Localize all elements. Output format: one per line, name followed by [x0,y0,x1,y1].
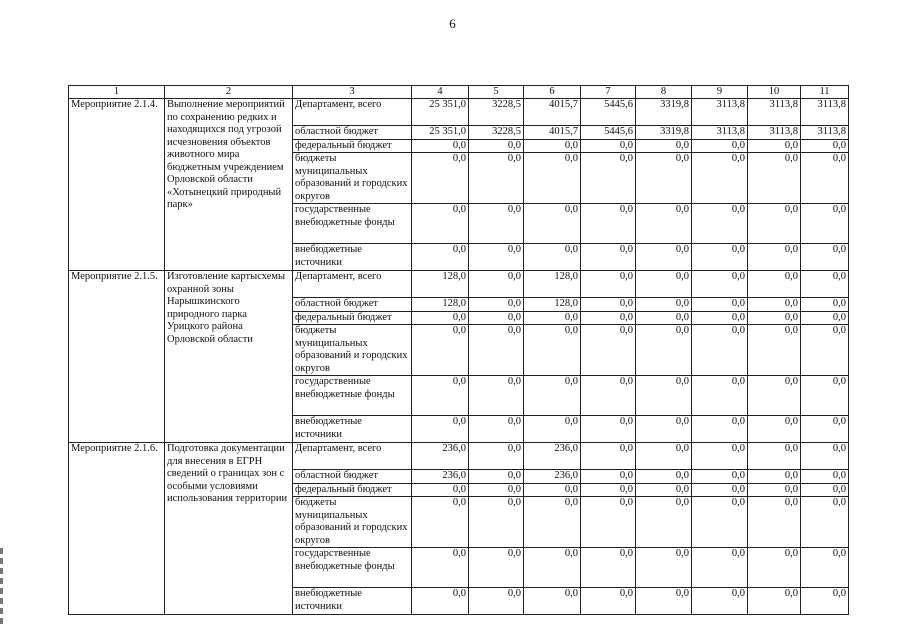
amount-cell: 0,0 [636,244,692,271]
amount-cell: 0,0 [412,376,469,416]
amount-cell: 0,0 [636,204,692,244]
amount-cell: 0,0 [469,470,524,484]
amount-cell: 0,0 [692,470,748,484]
amount-cell: 0,0 [412,416,469,443]
funding-source: внебюджетные источники [293,416,412,443]
amount-cell: 0,0 [636,497,692,548]
amount-cell: 0,0 [412,548,469,588]
column-number-row [69,86,849,99]
amount-cell: 0,0 [636,325,692,376]
funding-source: внебюджетные источники [293,588,412,615]
column-header: 8 [636,86,692,99]
funding-source: государственные внебюджетные фонды [293,204,412,244]
amount-cell: 0,0 [801,497,849,548]
amount-cell: 0,0 [801,139,849,153]
amount-cell: 3113,8 [748,126,801,140]
amount-cell: 0,0 [748,548,801,588]
amount-cell: 0,0 [801,298,849,312]
amount-cell: 0,0 [692,153,748,204]
amount-cell: 3113,8 [801,99,849,126]
amount-cell: 128,0 [524,271,581,298]
amount-cell: 0,0 [636,153,692,204]
amount-cell: 0,0 [801,548,849,588]
amount-cell: 0,0 [412,244,469,271]
amount-cell: 0,0 [469,497,524,548]
column-header: 6 [524,86,581,99]
amount-cell: 4015,7 [524,99,581,126]
amount-cell: 0,0 [581,153,636,204]
amount-cell: 0,0 [524,588,581,615]
amount-cell: 0,0 [469,153,524,204]
amount-cell: 0,0 [412,204,469,244]
amount-cell: 0,0 [469,271,524,298]
amount-cell: 236,0 [524,443,581,470]
amount-cell: 0,0 [636,483,692,497]
amount-cell: 3113,8 [748,99,801,126]
amount-cell: 236,0 [412,470,469,484]
activity-name: Подготовка документации для внесения в ЕГРН сведений о границах зон с особыми условиями использования территории [165,443,293,615]
amount-cell: 3113,8 [801,126,849,140]
column-header: 3 [293,86,412,99]
amount-cell: 0,0 [524,139,581,153]
amount-cell: 0,0 [412,325,469,376]
amount-cell: 0,0 [524,497,581,548]
amount-cell: 0,0 [636,311,692,325]
amount-cell: 4015,7 [524,126,581,140]
activity-name: Изготовление картысхемы охранной зоны Нарышкинского природного парка Урицкого района Орловской области [165,271,293,443]
amount-cell: 0,0 [581,443,636,470]
funding-source: Департамент, всего [293,99,412,126]
amount-cell: 0,0 [748,204,801,244]
amount-cell: 0,0 [469,311,524,325]
amount-cell: 3319,8 [636,126,692,140]
amount-cell: 0,0 [581,588,636,615]
amount-cell: 0,0 [801,443,849,470]
amount-cell: 0,0 [748,298,801,312]
column-header: 5 [469,86,524,99]
amount-cell: 0,0 [636,376,692,416]
amount-cell: 0,0 [692,548,748,588]
amount-cell: 0,0 [801,244,849,271]
amount-cell: 5445,6 [581,126,636,140]
amount-cell: 0,0 [748,588,801,615]
column-header: 10 [748,86,801,99]
amount-cell: 3113,8 [692,99,748,126]
amount-cell: 0,0 [748,244,801,271]
amount-cell: 0,0 [636,271,692,298]
amount-cell: 0,0 [581,139,636,153]
amount-cell: 0,0 [581,325,636,376]
amount-cell: 0,0 [692,298,748,312]
amount-cell: 0,0 [469,139,524,153]
amount-cell: 0,0 [469,416,524,443]
funding-source: Департамент, всего [293,443,412,470]
amount-cell: 236,0 [412,443,469,470]
amount-cell: 0,0 [469,483,524,497]
amount-cell: 0,0 [636,416,692,443]
amount-cell: 0,0 [636,298,692,312]
amount-cell: 0,0 [469,325,524,376]
table-row [69,271,849,298]
amount-cell: 0,0 [524,325,581,376]
amount-cell: 0,0 [801,483,849,497]
amount-cell: 0,0 [636,470,692,484]
amount-cell: 0,0 [692,244,748,271]
amount-cell: 0,0 [581,483,636,497]
amount-cell: 0,0 [692,443,748,470]
column-header: 7 [581,86,636,99]
amount-cell: 0,0 [469,443,524,470]
amount-cell: 0,0 [412,497,469,548]
amount-cell: 0,0 [636,139,692,153]
funding-source: внебюджетные источники [293,244,412,271]
funding-source: государственные внебюджетные фонды [293,376,412,416]
funding-source: бюджеты муниципальных образований и городских округов [293,153,412,204]
amount-cell: 0,0 [524,416,581,443]
amount-cell: 0,0 [469,204,524,244]
amount-cell: 0,0 [581,416,636,443]
activity-code: Мероприятие 2.1.6. [69,443,165,615]
funding-source: федеральный бюджет [293,139,412,153]
amount-cell: 0,0 [801,204,849,244]
amount-cell: 0,0 [692,271,748,298]
amount-cell: 0,0 [692,588,748,615]
amount-cell: 25 351,0 [412,99,469,126]
amount-cell: 0,0 [581,204,636,244]
amount-cell: 0,0 [412,483,469,497]
column-header: 4 [412,86,469,99]
amount-cell: 0,0 [801,588,849,615]
amount-cell: 0,0 [692,139,748,153]
amount-cell: 0,0 [469,588,524,615]
amount-cell: 0,0 [581,311,636,325]
amount-cell: 0,0 [636,548,692,588]
amount-cell: 0,0 [581,271,636,298]
amount-cell: 0,0 [748,483,801,497]
amount-cell: 0,0 [692,416,748,443]
amount-cell: 0,0 [524,244,581,271]
amount-cell: 0,0 [581,298,636,312]
funding-source: бюджеты муниципальных образований и городских округов [293,497,412,548]
budget-table [68,85,849,615]
activity-name: Выполнение мероприятий по сохранению редких и находящихся под угрозой исчезновения объектов животного мира бюджетным учреждением Орловской области «Хотынецкий природный парк» [165,99,293,271]
amount-cell: 0,0 [524,376,581,416]
activity-code: Мероприятие 2.1.5. [69,271,165,443]
funding-source: государственные внебюджетные фонды [293,548,412,588]
amount-cell: 0,0 [581,548,636,588]
amount-cell: 0,0 [581,470,636,484]
amount-cell: 25 351,0 [412,126,469,140]
amount-cell: 0,0 [748,470,801,484]
amount-cell: 0,0 [469,376,524,416]
amount-cell: 0,0 [748,376,801,416]
amount-cell: 0,0 [748,325,801,376]
amount-cell: 3228,5 [469,99,524,126]
amount-cell: 0,0 [692,376,748,416]
amount-cell: 0,0 [692,497,748,548]
funding-source: федеральный бюджет [293,311,412,325]
amount-cell: 0,0 [636,443,692,470]
amount-cell: 0,0 [412,139,469,153]
amount-cell: 0,0 [469,298,524,312]
amount-cell: 0,0 [581,497,636,548]
amount-cell: 128,0 [412,298,469,312]
column-header: 9 [692,86,748,99]
amount-cell: 0,0 [692,311,748,325]
amount-cell: 0,0 [801,271,849,298]
table-row [69,99,849,126]
funding-source: федеральный бюджет [293,483,412,497]
amount-cell: 0,0 [692,204,748,244]
column-header: 1 [69,86,165,99]
amount-cell: 0,0 [412,588,469,615]
amount-cell: 3113,8 [692,126,748,140]
amount-cell: 0,0 [524,153,581,204]
amount-cell: 0,0 [581,244,636,271]
amount-cell: 0,0 [748,497,801,548]
funding-source: областной бюджет [293,298,412,312]
amount-cell: 0,0 [692,483,748,497]
amount-cell: 0,0 [524,548,581,588]
amount-cell: 0,0 [801,416,849,443]
column-header: 11 [801,86,849,99]
amount-cell: 0,0 [524,311,581,325]
amount-cell: 0,0 [748,311,801,325]
amount-cell: 5445,6 [581,99,636,126]
amount-cell: 3228,5 [469,126,524,140]
column-header: 2 [165,86,293,99]
amount-cell: 0,0 [748,153,801,204]
funding-source: областной бюджет [293,126,412,140]
amount-cell: 128,0 [412,271,469,298]
amount-cell: 0,0 [412,311,469,325]
funding-source: областной бюджет [293,470,412,484]
table-row [69,443,849,470]
amount-cell: 0,0 [748,416,801,443]
amount-cell: 0,0 [636,588,692,615]
amount-cell: 236,0 [524,470,581,484]
amount-cell: 0,0 [801,376,849,416]
amount-cell: 0,0 [469,244,524,271]
scan-margin-mark [0,548,3,626]
amount-cell: 0,0 [748,443,801,470]
amount-cell: 0,0 [412,153,469,204]
amount-cell: 128,0 [524,298,581,312]
activity-code: Мероприятие 2.1.4. [69,99,165,271]
amount-cell: 0,0 [581,376,636,416]
amount-cell: 0,0 [748,271,801,298]
amount-cell: 0,0 [801,153,849,204]
amount-cell: 0,0 [801,311,849,325]
amount-cell: 0,0 [801,470,849,484]
amount-cell: 0,0 [469,548,524,588]
funding-source: бюджеты муниципальных образований и городских округов [293,325,412,376]
amount-cell: 0,0 [801,325,849,376]
amount-cell: 3319,8 [636,99,692,126]
amount-cell: 0,0 [748,139,801,153]
amount-cell: 0,0 [692,325,748,376]
funding-source: Департамент, всего [293,271,412,298]
page-number: 6 [449,16,456,31]
amount-cell: 0,0 [524,204,581,244]
amount-cell: 0,0 [524,483,581,497]
